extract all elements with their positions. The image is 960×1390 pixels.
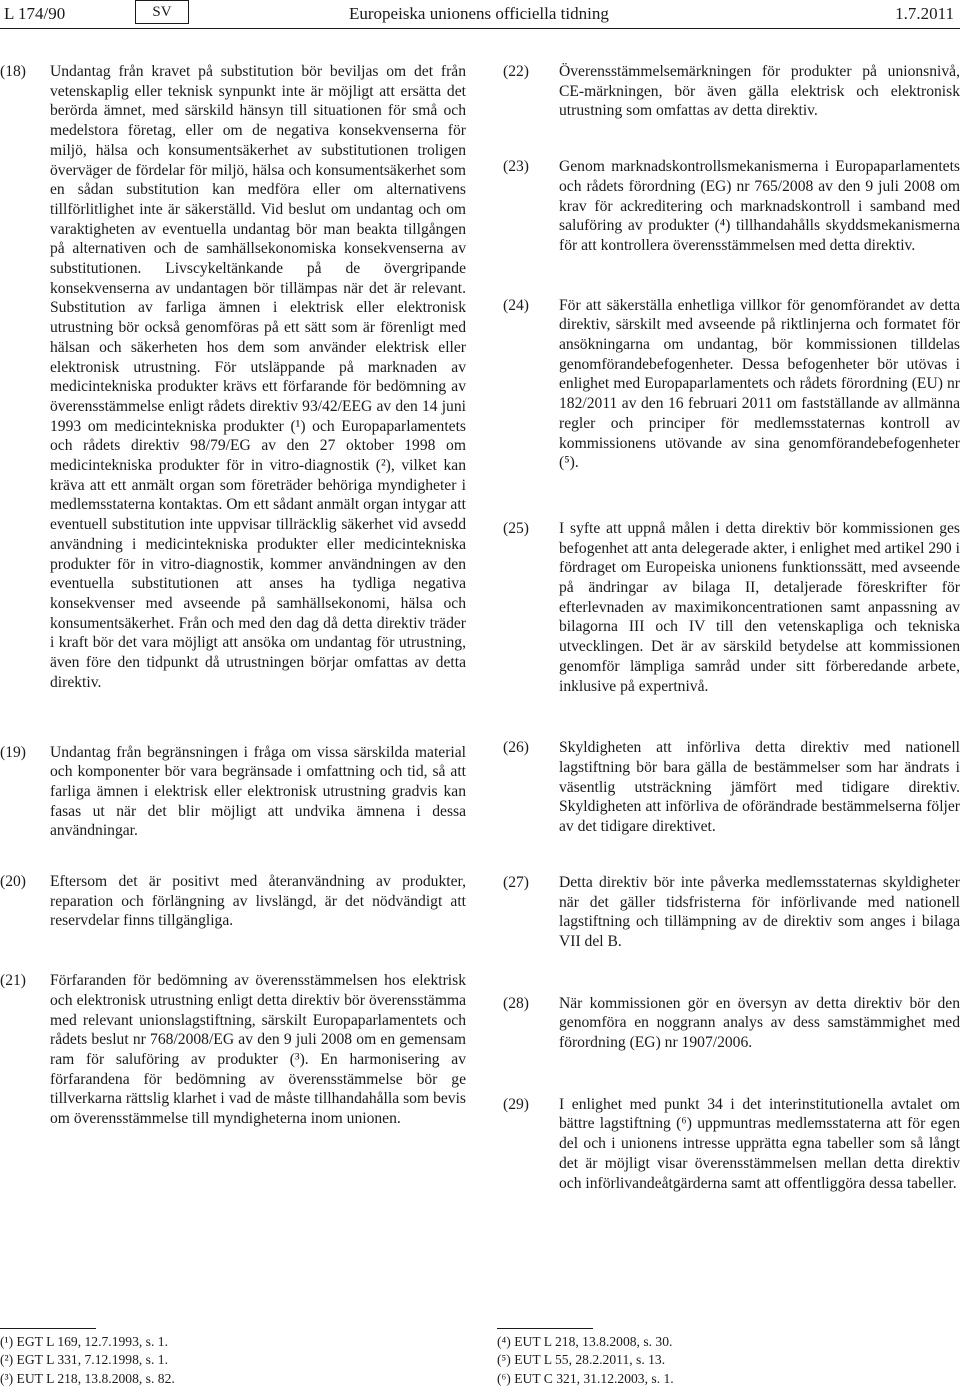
recital-text: För att säkerställa enhetliga villkor för genomförandet av detta direktiv, särskilt med avseende på riktlinjerna och formatet för ansökningarna om undantag, bör kommissionen tilldelas genomförandebefogenheter. Dessa befogenheter bör utövas i enlighet med Europaparlamentets och rådets förordning (EU) nr 182/2011 av den 16 februari 2011 om fastställande av allmänna regler och principer för medlemsstaternas kontroll av kommissionens utövande av sina genomförandebefogenheter (⁵). [559, 296, 960, 472]
footnote-rule-right [497, 1328, 593, 1329]
footnote-mark: (¹) [0, 1334, 14, 1349]
left-column [0, 62, 466, 1129]
footnote-text: EUT L 218, 13.8.2008, s. 30. [514, 1334, 673, 1349]
recital-25 [497, 519, 960, 696]
publication-date: 1.7.2011 [895, 4, 954, 23]
recital-text: Skyldigheten att införliva detta direktiv med nationell lagstiftning bör bara gälla de bestämmelser som har ändrats i väsentlig utsträckning jämfört med tidigare direktiv. Skyldigheten att införliva de oförändrade bestämmelserna följer av det tidigare direktivet. [559, 739, 960, 836]
recital-28 [497, 994, 960, 1053]
footnotes-right [497, 1333, 937, 1388]
recital-text: Detta direktiv bör inte påverka medlemsstaternas skyldigheter när det gäller tidsfristerna för införlivande med nationell lagstiftning och tillämpning av de direktiv som anges i bilaga VII del B. [559, 873, 960, 950]
recital-text: Överensstämmelsemärkningen för produkter på unionsnivå, CE-märkningen, bör även gälla elektrisk och elektronisk utrustning som omfattas av detta direktiv. [559, 63, 960, 120]
recital-text: Eftersom det är positivt med återanvändning av produkter, reparation och förlängning av livslängd, är det nödvändigt att reservdelar finns tillgängliga. [50, 873, 466, 930]
footnote-mark: (⁵) [497, 1352, 511, 1368]
recital-18 [0, 62, 466, 693]
recital-text: I syfte att uppnå målen i detta direktiv bör kommissionen ges befogenhet att anta delegerade akter, i enlighet med artikel 290 i fördraget om Europeiska unionens funktionssätt, med avseende på ändringar av bilaga II, detaljerade föreskrifter för efterlevnaden av maximikoncentrationen samt anpassning av bilagorna III och IV till den vetenskapliga och tekniska utvecklingen. Det är av särskild betydelse att kommissionen genomför lämpliga samråd under sitt förberedande arbete, inklusive på expertnivå. [559, 519, 960, 695]
recital-number: (20) [0, 873, 26, 891]
footnote-rule-left [0, 1328, 96, 1329]
footnote-3 [0, 1370, 440, 1388]
recital-number: (24) [503, 296, 529, 314]
header-rule [0, 28, 960, 29]
footnote-mark: (⁴) [497, 1334, 511, 1349]
footnote-text: EGT L 331, 7.12.1998, s. 1. [16, 1352, 168, 1368]
recital-number: (28) [503, 994, 529, 1012]
journal-title: Europeiska unionens officiella tidning [349, 4, 609, 23]
recital-20 [0, 872, 466, 931]
footnote-text: EUT L 218, 13.8.2008, s. 82. [16, 1370, 175, 1386]
recital-number: (22) [503, 63, 529, 80]
recital-26 [497, 738, 960, 837]
recital-number: (25) [503, 519, 529, 537]
recital-number: (19) [0, 743, 26, 761]
recital-19 [0, 743, 466, 842]
recital-text: Undantag från kravet på substitution bör beviljas om det från vetenskaplig eller teknisk synpunkt inte är möjligt att ersätta det berörda ämnet, med särskild hänsyn till situationen för små och medelstora företag, eller om de negativa konsekvenserna för miljö, hälsa och konsumentsäkerhet av substitutionen troligen överväger de fördelar för miljö, hälsa och konsumentsäkerhet som en sådan substitution kan medföra eller om alternativens tillförlitlighet inte är säkerställd. Vid beslut om undantag och om varaktigheten av eventuella undantag bör man beakta tillgången på alternativen och de samhällsekonomiska konsekvenserna av substitutionen. Livscykeltänkande på de övergripande konsekvenserna av undantagen bör tillämpas när det är relevant. Substitution av farliga ämnen i elektrisk eller elektronisk utrustning bör också genomföras på ett sätt som är förenligt med hälsan och säkerheten hos dem som använder elektrisk eller elektronisk utrustning. För utsläppande på marknaden av medicintekniska produkter krävs ett förfarande för bedömning av överensstämmelse enligt rådets direktiv 93/42/EEG av den 14 juni 1993 om medicintekniska produkter (¹) och Europaparlamentets och rådets direktiv 98/79/EG av den 27 oktober 1998 om medicintekniska produkter för in vitro-diagnostik (²), vilket kan kräva att ett anmält organ som företräder behöriga myndigheter i medlemsstaterna kontaktas. Om ett sådant anmält organ intygar att eventuell substitution inte uppvisar tillräcklig säkerhet vid avsedd användning i medicintekniska produkter eller medicintekniska produkter för in vitro-diagnostik, kommer användningen av den eventuella substitutionen att anses ha tydliga negativa konsekvenser med avseende på samhällsekonomi, hälsa och konsumentsäkerhet. Från och med den dag då detta direktiv träder i kraft bör det vara möjligt att ansöka om undantag för utrustning, även före den tidpunkt då utrustningen börjar omfattas av detta direktiv. [50, 63, 466, 691]
footnote-mark: (³) [0, 1370, 14, 1386]
recital-text: I enlighet med punkt 34 i det interinstitutionella avtalet om bättre lagstiftning (⁶) uppmuntras medlemsstaterna att för egen del och i unionens intresse upprätta egna tabeller som så långt det är möjligt visar överensstämmelsen mellan detta direktiv och införlivandeåtgärderna samt att offentliggöra dessa tabeller. [559, 1095, 960, 1192]
recital-text: Undantag från begränsningen i fråga om vissa särskilda material och komponenter bör vara begränsade i omfattning och tid, så att farliga ämnen i elektrisk eller elektronisk utrustning gradvis kan fasas ut när det blir möjligt att undvika ämnena i dessa användningar. [50, 743, 466, 840]
footnote-6 [497, 1370, 937, 1388]
recital-24 [497, 296, 960, 473]
footnote-2 [0, 1351, 440, 1369]
recital-text: Förfaranden för bedömning av överensstämmelsen hos elektrisk och elektronisk utrustning enligt detta direktiv bör överensstämma med relevant unionslagstiftning, särskilt Europaparlamentets och rådets beslut nr 768/2008/EG av den 9 juli 2008 om en gemensam ram för saluföring av produkter (³). En harmonisering av förfarandena för bedömning av överensstämmelse bör ge tillverkarna rättslig klarhet i vad de måste tillhandahålla som bevis om överensstämmelse till myndigheterna inom unionen. [50, 972, 466, 1128]
recital-number: (23) [503, 158, 529, 176]
recital-text: Genom marknadskontrollsmekanismerna i Europaparlamentets och rådets förordning (EG) nr 765/2008 av den 9 juli 2008 om krav för ackreditering och marknadskontroll i samband med saluföring av produkter (⁴) tillhandahålls skyddsmekanismerna för att kontrollera överensstämmelsen med detta direktiv. [559, 158, 960, 254]
footnote-mark: (⁶) [497, 1370, 511, 1386]
footnote-mark: (²) [0, 1352, 14, 1368]
footnote-text: EGT L 169, 12.7.1993, s. 1. [16, 1334, 168, 1349]
footnote-4 [497, 1333, 937, 1351]
recital-number: (18) [0, 63, 26, 80]
recital-23 [497, 157, 960, 256]
recital-22 [497, 62, 960, 121]
footnote-text: EUT L 55, 28.2.2011, s. 13. [514, 1352, 666, 1368]
recital-number: (29) [503, 1095, 529, 1113]
page-reference: L 174/90 [4, 4, 66, 23]
footnotes-left [0, 1333, 440, 1388]
page-header [0, 0, 960, 30]
recital-number: (27) [503, 873, 529, 891]
right-column [497, 62, 960, 1193]
recital-29 [497, 1095, 960, 1194]
footnote-text: EUT C 321, 31.12.2003, s. 1. [514, 1370, 674, 1386]
footnote-1 [0, 1333, 440, 1351]
recital-27 [497, 873, 960, 952]
recital-number: (21) [0, 972, 26, 990]
recital-number: (26) [503, 739, 529, 757]
language-badge: SV [135, 0, 189, 24]
footnote-5 [497, 1351, 937, 1369]
recital-text: När kommissionen gör en översyn av detta direktiv bör den genomföra en noggrann analys av dess samstämmighet med förordning (EG) nr 1907/2006. [559, 994, 960, 1052]
recital-21 [0, 971, 466, 1129]
